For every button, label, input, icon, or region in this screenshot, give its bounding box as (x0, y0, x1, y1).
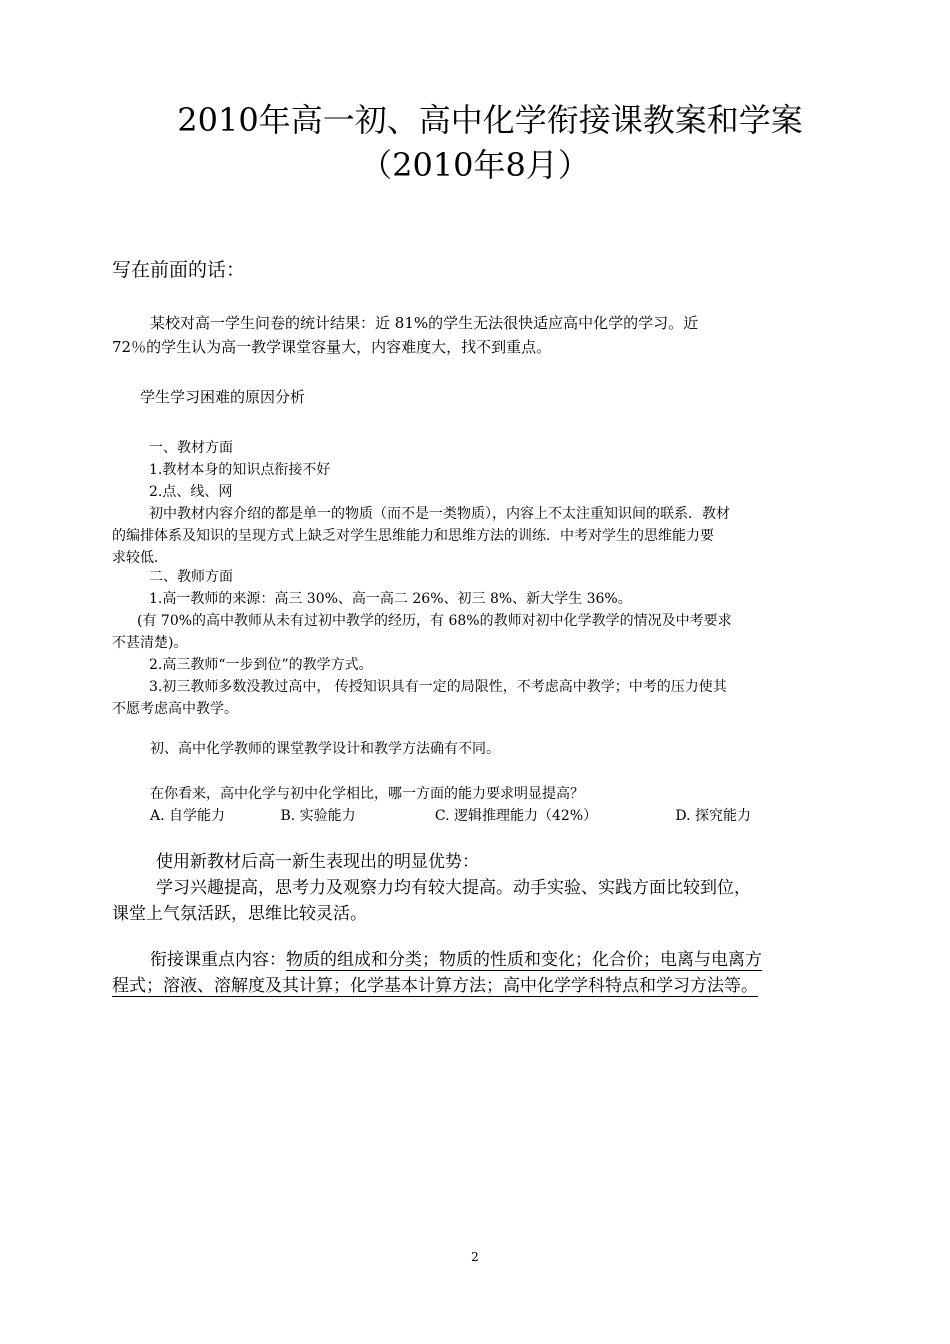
page-number: 2 (471, 1250, 479, 1264)
question-options (150, 805, 840, 827)
teacher-note-line-1: (有 70%的高中教师从未有过初中教学的经历，有 68%的教师对初中化学教学的情况及中考要求 (137, 613, 732, 629)
textbook-heading: 一、教材方面 (149, 440, 233, 456)
difference-statement: 初、高中化学教师的课堂教学设计和教学方法确有不同。 (150, 741, 500, 757)
analysis-heading: 学生学习困难的原因分析 (140, 388, 306, 406)
teacher-item-3-line-2: 不愿考虑高中教学。 (112, 701, 238, 717)
option-b: B. 实验能力 (280, 808, 356, 824)
textbook-item-1: 1.教材本身的知识点衔接不好 (149, 462, 331, 478)
key-content-line-1 (112, 947, 840, 973)
teacher-note-line-2: 不甚清楚)。 (112, 635, 188, 651)
survey-paragraph (112, 311, 840, 359)
teacher-item-2: 2.高三教师“一步到位”的教学方式。 (149, 657, 373, 673)
key-content-topics-1: 物质的组成和分类；物质的性质和变化；化合价；电离与电离方 (286, 950, 762, 970)
key-content-label: 衔接课重点内容： (150, 950, 286, 970)
advantages-heading: 使用新教材后高一新生表现出的明显优势： (156, 852, 479, 872)
advantages-line-2: 课堂上气氛活跃，思维比较灵活。 (112, 904, 367, 924)
advantages-line-1: 学习兴趣提高，思考力及观察力均有较大提高。动手实验、实践方面比较到位， (156, 878, 751, 898)
survey-line-2: 72％的学生认为高一教学课堂容量大，内容难度大，找不到重点。 (112, 338, 552, 356)
preface-heading: 写在前面的话： (112, 259, 246, 281)
key-content-line-2 (112, 973, 840, 999)
key-content-section (112, 947, 840, 999)
textbook-para-line-3: 求较低． (112, 550, 168, 566)
teacher-section (112, 566, 840, 720)
textbook-section (112, 437, 840, 569)
survey-line-1: 某校对高一学生问卷的统计结果：近 81%的学生无法很快适应高中化学的学习。近 (150, 314, 699, 332)
key-content-topics-2: 程式；溶液、溶解度及其计算；化学基本计算方法；高中化学学科特点和学习方法等。 (112, 976, 758, 996)
option-c: C. 逻辑推理能力（42%） (434, 808, 598, 824)
textbook-item-2: 2.点、线、网 (149, 484, 233, 500)
teacher-heading: 二、教师方面 (149, 569, 233, 585)
option-a: A. 自学能力 (150, 808, 226, 824)
advantages-section (112, 849, 840, 927)
textbook-para-line-2: 的编排体系及知识的呈现方式上缺乏对学生思维能力和思维方法的训练．中考对学生的思维能力要 (112, 528, 714, 544)
document-title: 2010年高一初、高中化学衔接课教案和学案 (177, 101, 803, 139)
document-date: （2010年8月） (360, 146, 590, 184)
teacher-item-1: 1.高一教师的来源：高三 30%、高一高二 26%、初三 8%、新大学生 36%。 (149, 591, 632, 607)
teacher-item-3-line-1: 3.初三教师多数没教过高中， 传授知识具有一定的局限性，不考虑高中教学；中考的压力使其 (149, 679, 727, 695)
textbook-para-line-1: 初中教材内容介绍的都是单一的物质（而不是一类物质），内容上不太注重知识间的联系．教材 (149, 506, 730, 522)
question-text: 在你看来，高中化学与初中化学相比，哪一方面的能力要求明显提高？ (150, 786, 584, 802)
option-d: D. 探究能力 (675, 808, 751, 824)
